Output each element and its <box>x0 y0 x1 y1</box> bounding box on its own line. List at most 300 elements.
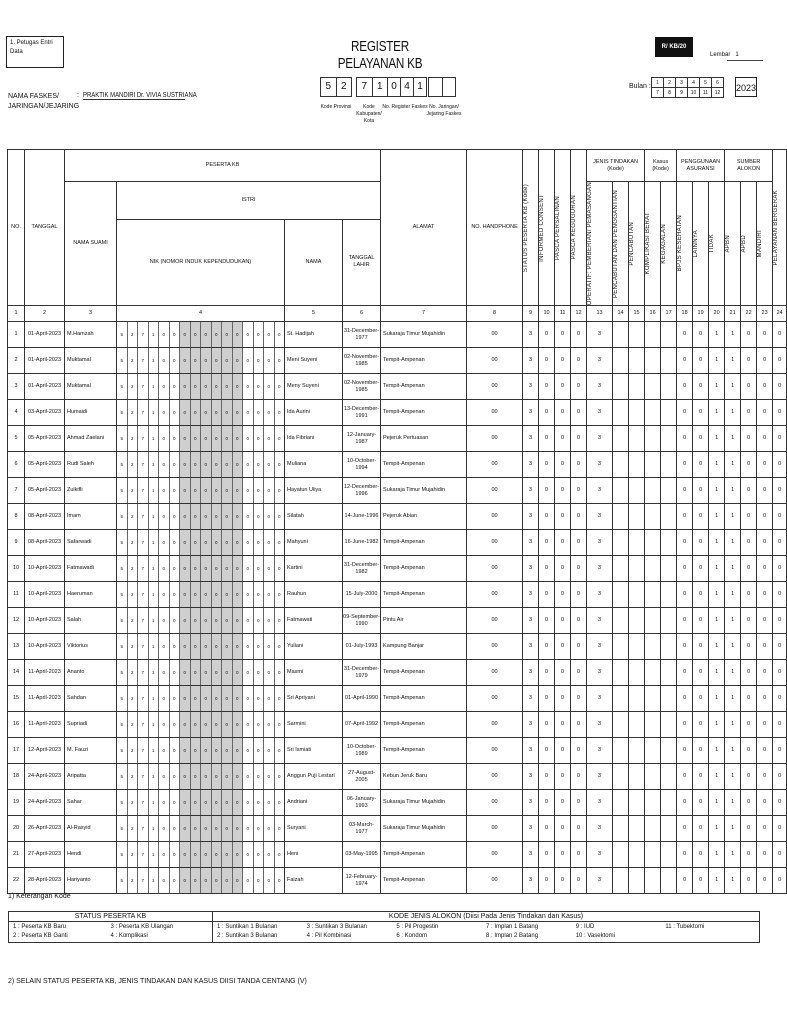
nik-digit: 0 <box>180 608 191 633</box>
code-digit: 1 <box>417 81 423 92</box>
nik-digit: 0 <box>277 462 281 468</box>
nik-digit: 0 <box>212 686 223 711</box>
nik-digit: 0 <box>243 478 254 503</box>
table-row <box>8 868 787 894</box>
cell-value: 0 <box>757 686 773 712</box>
cell-value: 0 <box>741 374 757 400</box>
cell-nama-suami: Aripatta <box>65 764 117 790</box>
year-box: 2023 <box>735 77 757 97</box>
cell-value: 0 <box>693 868 709 894</box>
nik-digit: 0 <box>254 608 265 633</box>
nik-digit: 0 <box>222 738 233 763</box>
nik-digits <box>117 530 284 555</box>
cell-value: 0 <box>677 374 693 400</box>
cell-tanggal: 08-April-2023 <box>25 504 65 530</box>
cell-value <box>645 816 661 842</box>
cell-value: 0 <box>757 816 773 842</box>
cell-no: 5 <box>8 426 25 452</box>
nik-digits <box>117 608 284 633</box>
cell-value: 1 <box>709 374 725 400</box>
nik-digit: 0 <box>243 426 254 451</box>
cell-tanggal-lahir: 31-December-1982 <box>343 556 381 582</box>
cell-value: 0 <box>757 790 773 816</box>
month-cell[interactable]: 5 <box>700 78 712 88</box>
h-tanggal: TANGGAL <box>25 150 65 306</box>
nik-digit: 0 <box>254 452 265 477</box>
h-persalinan: PASCA PERSALINAN <box>555 195 562 260</box>
cell-alamat: Sukaraja Timur Mujahidin <box>381 478 467 504</box>
cell-value: 0 <box>571 426 587 452</box>
cell-value: 3 <box>587 790 613 816</box>
nik-digit: 7 <box>138 530 149 555</box>
cell-value <box>645 842 661 868</box>
cell-value <box>661 608 677 634</box>
nik-digit: 0 <box>243 660 254 685</box>
nik-digit: 0 <box>264 868 275 893</box>
cell-tanggal: 01-April-2023 <box>25 322 65 348</box>
cell-no: 11 <box>8 582 25 608</box>
month-cell[interactable]: 12 <box>712 88 724 98</box>
cell-value: 0 <box>773 608 787 634</box>
cell-nama: Faizah <box>285 868 343 894</box>
nik-digit: 0 <box>254 634 265 659</box>
nik-digit: 0 <box>233 374 244 399</box>
cell-value: 0 <box>773 842 787 868</box>
cell-value: 0 <box>693 530 709 556</box>
cell-no: 14 <box>8 660 25 686</box>
cell-value: 0 <box>571 738 587 764</box>
cell-value: 1 <box>709 634 725 660</box>
month-cell[interactable]: 7 <box>652 88 664 98</box>
cell-value: 0 <box>555 530 571 556</box>
legend-row <box>217 923 755 932</box>
nik-digit: 0 <box>233 738 244 763</box>
cell-tanggal-lahir: 27-August-2005 <box>343 764 381 790</box>
nik-digit: 0 <box>254 348 265 373</box>
cell-value: 1 <box>725 790 741 816</box>
cell-value <box>645 556 661 582</box>
nik-digit: 0 <box>277 332 281 338</box>
table-row <box>8 530 787 556</box>
cell-nama-suami: M.Hamzah <box>65 322 117 348</box>
cell-tanggal-lahir: 02-November-1985 <box>343 374 381 400</box>
nik-digit: 0 <box>264 348 275 373</box>
cell-alamat: Tempit-Ampenan <box>381 738 467 764</box>
month-cell[interactable]: 1 <box>652 78 664 88</box>
cell-value <box>613 868 629 894</box>
month-cell[interactable]: 11 <box>700 88 712 98</box>
cell-value: 0 <box>741 348 757 374</box>
cell-value: 0 <box>677 686 693 712</box>
nik-digit: 0 <box>159 634 170 659</box>
nik-digit: 0 <box>243 452 254 477</box>
cell-tanggal-lahir: 12-January-1987 <box>343 426 381 452</box>
cell-alamat: Kebun Jeruk Baru <box>381 764 467 790</box>
month-cell[interactable]: 2 <box>664 78 676 88</box>
nik-digit: 0 <box>222 374 233 399</box>
cell-value: 0 <box>757 374 773 400</box>
nik-digit: 0 <box>233 634 244 659</box>
cell-value: 0 <box>677 608 693 634</box>
nik-digit: 0 <box>212 478 223 503</box>
cell-tanggal: 11-April-2023 <box>25 712 65 738</box>
cell-nik <box>117 660 285 686</box>
nik-digit: 0 <box>277 540 281 546</box>
month-cell[interactable]: 6 <box>712 78 724 88</box>
cell-value: 0 <box>571 452 587 478</box>
nik-digits <box>117 634 284 659</box>
cell-nik <box>117 816 285 842</box>
legend-row <box>13 932 208 941</box>
cell-value: 0 <box>571 374 587 400</box>
cell-value: 0 <box>773 634 787 660</box>
nik-digit: 0 <box>191 452 202 477</box>
cell-value <box>661 504 677 530</box>
nik-digit: 7 <box>138 582 149 607</box>
cell-value: 0 <box>539 556 555 582</box>
nik-digit: 0 <box>212 452 223 477</box>
cell-value <box>629 452 645 478</box>
cap-kabupaten: Kode Kabupaten/ Kota <box>356 104 382 124</box>
nik-digit: 0 <box>243 582 254 607</box>
column-number: 18 <box>677 306 693 322</box>
nik-digit: 7 <box>138 686 149 711</box>
cell-value: 0 <box>677 868 693 894</box>
cell-tanggal-lahir: 01-July-1993 <box>343 634 381 660</box>
cell-value <box>613 530 629 556</box>
nik-digit: 1 <box>149 400 160 425</box>
cell-nama-suami: Fatmawadi <box>65 556 117 582</box>
nik-digit: 0 <box>159 738 170 763</box>
cell-nik <box>117 634 285 660</box>
cap-provinsi: Kode Provinsi <box>320 104 352 110</box>
h-nama: NAMA <box>285 219 343 306</box>
nik-digit: 1 <box>149 556 160 581</box>
nik-digit: 2 <box>128 816 139 841</box>
cell-handphone: 00 <box>467 504 523 530</box>
cell-tanggal: 12-April-2023 <box>25 738 65 764</box>
cell-handphone: 00 <box>467 530 523 556</box>
cell-value: 0 <box>677 816 693 842</box>
cell-value: 0 <box>539 764 555 790</box>
cell-handphone: 00 <box>467 322 523 348</box>
cell-value: 1 <box>725 374 741 400</box>
cell-tanggal-lahir: 14-June-1996 <box>343 504 381 530</box>
cell-value <box>629 478 645 504</box>
nik-digit: 0 <box>243 530 254 555</box>
cell-value: 0 <box>555 842 571 868</box>
cell-value: 0 <box>693 764 709 790</box>
cell-value: 0 <box>773 738 787 764</box>
nik-digit: 7 <box>138 556 149 581</box>
legend-status-items <box>9 922 213 943</box>
cell-value: 1 <box>709 582 725 608</box>
column-number: 15 <box>629 306 645 322</box>
cell-value <box>661 426 677 452</box>
month-cell[interactable]: 4 <box>688 78 700 88</box>
cell-value: 0 <box>757 868 773 894</box>
nik-digit: 0 <box>159 816 170 841</box>
cell-value <box>645 426 661 452</box>
cell-value <box>613 634 629 660</box>
cell-value: 0 <box>741 660 757 686</box>
cell-value <box>629 712 645 738</box>
code-digit: 7 <box>357 78 373 96</box>
nik-digit: 0 <box>212 556 223 581</box>
nik-digit: 0 <box>264 686 275 711</box>
nik-digit: 1 <box>149 530 160 555</box>
cell-value: 0 <box>757 556 773 582</box>
cell-value <box>661 322 677 348</box>
nik-digit: 7 <box>138 478 149 503</box>
nik-digit: 2 <box>128 738 139 763</box>
cell-nama-suami: Haeruman <box>65 582 117 608</box>
cell-value: 0 <box>539 842 555 868</box>
nik-digit: 0 <box>201 790 212 815</box>
cell-tanggal-lahir: 10-October-1994 <box>343 452 381 478</box>
cell-nik <box>117 374 285 400</box>
cell-value: 0 <box>757 530 773 556</box>
nik-digit: 0 <box>277 748 281 754</box>
cell-value: 3 <box>587 764 613 790</box>
cell-handphone: 00 <box>467 478 523 504</box>
nik-digit: 0 <box>212 504 223 529</box>
nik-digit: 0 <box>159 374 170 399</box>
cell-value: 0 <box>571 686 587 712</box>
nik-digit: 2 <box>128 712 139 737</box>
column-number: 23 <box>757 306 773 322</box>
table-row <box>8 634 787 660</box>
cell-value <box>629 790 645 816</box>
cell-value <box>645 868 661 894</box>
nik-digit: 0 <box>277 696 281 702</box>
cell-alamat: Pejeruk Pertuasan <box>381 426 467 452</box>
cell-value: 0 <box>741 582 757 608</box>
nik-digit: 7 <box>138 660 149 685</box>
cell-alamat: Tempit-Ampenan <box>381 582 467 608</box>
cell-value: 0 <box>571 764 587 790</box>
cell-nama-suami: Muktamal <box>65 374 117 400</box>
nik-digit: 0 <box>254 764 265 789</box>
cell-nama: Suryani <box>285 816 343 842</box>
h-bpjs: BPJS KESEHATAN <box>677 215 684 272</box>
colon: : <box>77 92 79 99</box>
h-peserta: PESERTA KB <box>65 150 381 182</box>
legend-item: 6 : Kondom <box>396 933 428 939</box>
table-row <box>8 816 787 842</box>
table-row <box>8 556 787 582</box>
nik-digit: 2 <box>128 374 139 399</box>
cell-nik <box>117 764 285 790</box>
cell-value: 0 <box>741 868 757 894</box>
cell-nik <box>117 738 285 764</box>
column-number: 24 <box>773 306 787 322</box>
cell-value: 0 <box>539 504 555 530</box>
cell-value <box>613 582 629 608</box>
nik-digit: 0 <box>222 530 233 555</box>
nik-digit: 0 <box>277 852 281 858</box>
cell-value: 0 <box>741 634 757 660</box>
nik-digit: 0 <box>191 686 202 711</box>
nik-digit: 7 <box>138 400 149 425</box>
nik-digit: 0 <box>233 608 244 633</box>
cell-value: 0 <box>693 634 709 660</box>
nik-digit: 0 <box>212 322 223 347</box>
nik-digit: 0 <box>222 504 233 529</box>
cell-value: 0 <box>555 400 571 426</box>
nik-digit: 5 <box>117 426 128 451</box>
nik-digit: 1 <box>149 686 160 711</box>
nik-digit: 2 <box>128 582 139 607</box>
cell-value: 3 <box>587 712 613 738</box>
cell-value: 1 <box>725 868 741 894</box>
cell-value <box>661 374 677 400</box>
nik-digit: 1 <box>149 322 160 347</box>
cell-nik <box>117 712 285 738</box>
h-sumber: SUMBER ALOKON <box>725 150 773 182</box>
cell-alamat: Kampung Banjar <box>381 634 467 660</box>
nik-digit: 0 <box>254 660 265 685</box>
nik-digit: 0 <box>159 322 170 347</box>
cell-value <box>613 556 629 582</box>
cell-tanggal: 05-April-2023 <box>25 452 65 478</box>
cell-nama: Fatmawati <box>285 608 343 634</box>
nik-digit: 1 <box>149 582 160 607</box>
cell-value: 0 <box>539 426 555 452</box>
cell-value: 0 <box>539 478 555 504</box>
h-lainnya: LAINNYA <box>693 229 700 258</box>
nik-digit: 0 <box>170 738 181 763</box>
cell-value: 3 <box>587 608 613 634</box>
cell-value: 0 <box>677 478 693 504</box>
cell-value: 3 <box>587 868 613 894</box>
cell-alamat: Tempit-Ampenan <box>381 348 467 374</box>
cell-value: 0 <box>741 452 757 478</box>
cell-value: 0 <box>741 712 757 738</box>
nik-digit: 0 <box>264 374 275 399</box>
bulan-label: Bulan : <box>629 83 651 90</box>
month-cell[interactable]: 8 <box>664 88 676 98</box>
cell-nik <box>117 868 285 894</box>
cell-no: 16 <box>8 712 25 738</box>
cell-handphone: 00 <box>467 842 523 868</box>
cell-value: 1 <box>725 426 741 452</box>
cell-value <box>661 478 677 504</box>
nik-digit: 0 <box>201 582 212 607</box>
nik-digits <box>117 790 284 815</box>
cell-value: 1 <box>709 712 725 738</box>
cell-value: 0 <box>677 426 693 452</box>
cell-value <box>629 868 645 894</box>
nik-digit: 7 <box>138 816 149 841</box>
cell-value <box>613 400 629 426</box>
nik-digit: 0 <box>212 426 223 451</box>
nik-digit: 0 <box>170 764 181 789</box>
cell-value: 0 <box>539 712 555 738</box>
nik-digits <box>117 322 284 347</box>
month-cell[interactable]: 3 <box>676 78 688 88</box>
nik-digit: 0 <box>180 764 191 789</box>
cell-nik <box>117 686 285 712</box>
nik-digit: 0 <box>201 478 212 503</box>
month-cell[interactable]: 9 <box>676 88 688 98</box>
nik-digit: 0 <box>233 556 244 581</box>
cell-value: 1 <box>725 816 741 842</box>
legend-item: 1 : Peserta KB Baru <box>13 924 67 930</box>
cell-alamat: Sukaraja Timur Mujahidin <box>381 322 467 348</box>
nik-digit: 0 <box>180 582 191 607</box>
nik-digit: 0 <box>180 374 191 399</box>
nik-digit: 0 <box>254 868 265 893</box>
nik-digit: 7 <box>138 504 149 529</box>
nik-digit: 0 <box>180 556 191 581</box>
cell-value: 1 <box>709 426 725 452</box>
cell-value: 0 <box>571 816 587 842</box>
nik-digit: 0 <box>180 868 191 893</box>
table-row <box>8 790 787 816</box>
cell-value: 0 <box>693 608 709 634</box>
cell-value: 0 <box>677 504 693 530</box>
code-digit <box>429 78 443 96</box>
column-number: 8 <box>467 306 523 322</box>
legend-item: 9 : IUD <box>575 924 595 930</box>
nik-digit: 2 <box>128 426 139 451</box>
table-row <box>8 452 787 478</box>
table-row <box>8 738 787 764</box>
cell-value: 0 <box>539 686 555 712</box>
cell-handphone: 00 <box>467 608 523 634</box>
cell-nik <box>117 348 285 374</box>
nik-digits <box>117 374 284 399</box>
nik-digit: 1 <box>149 790 160 815</box>
cell-value: 0 <box>571 556 587 582</box>
cell-value: 0 <box>693 322 709 348</box>
cell-value: 0 <box>555 478 571 504</box>
nik-digit: 2 <box>128 764 139 789</box>
h-no: NO. <box>8 150 25 306</box>
cell-value: 0 <box>677 582 693 608</box>
cell-handphone: 00 <box>467 790 523 816</box>
column-number: 19 <box>693 306 709 322</box>
nik-digit: 0 <box>170 712 181 737</box>
cell-value: 3 <box>523 322 539 348</box>
nik-digit: 0 <box>170 790 181 815</box>
nik-digit: 0 <box>233 322 244 347</box>
nik-digit: 0 <box>212 634 223 659</box>
month-cell[interactable]: 10 <box>688 88 700 98</box>
cell-value: 3 <box>587 322 613 348</box>
nik-digit: 0 <box>254 504 265 529</box>
cell-value: 0 <box>693 816 709 842</box>
cell-handphone: 00 <box>467 452 523 478</box>
petugas-label: 1. Petugas Entri Data <box>10 40 53 55</box>
nik-digit: 2 <box>128 322 139 347</box>
cell-value <box>661 348 677 374</box>
cell-value <box>661 634 677 660</box>
nik-digit: 0 <box>212 374 223 399</box>
nik-digit: 0 <box>264 660 275 685</box>
cell-value <box>613 322 629 348</box>
column-number: 21 <box>725 306 741 322</box>
column-number: 4 <box>117 306 285 322</box>
nik-digit: 2 <box>128 634 139 659</box>
nik-digit: 5 <box>117 504 128 529</box>
nik-digit: 0 <box>191 530 202 555</box>
cell-nama: Silatah <box>285 504 343 530</box>
column-number: 7 <box>381 306 467 322</box>
cell-nik <box>117 322 285 348</box>
nik-digit: 0 <box>264 582 275 607</box>
